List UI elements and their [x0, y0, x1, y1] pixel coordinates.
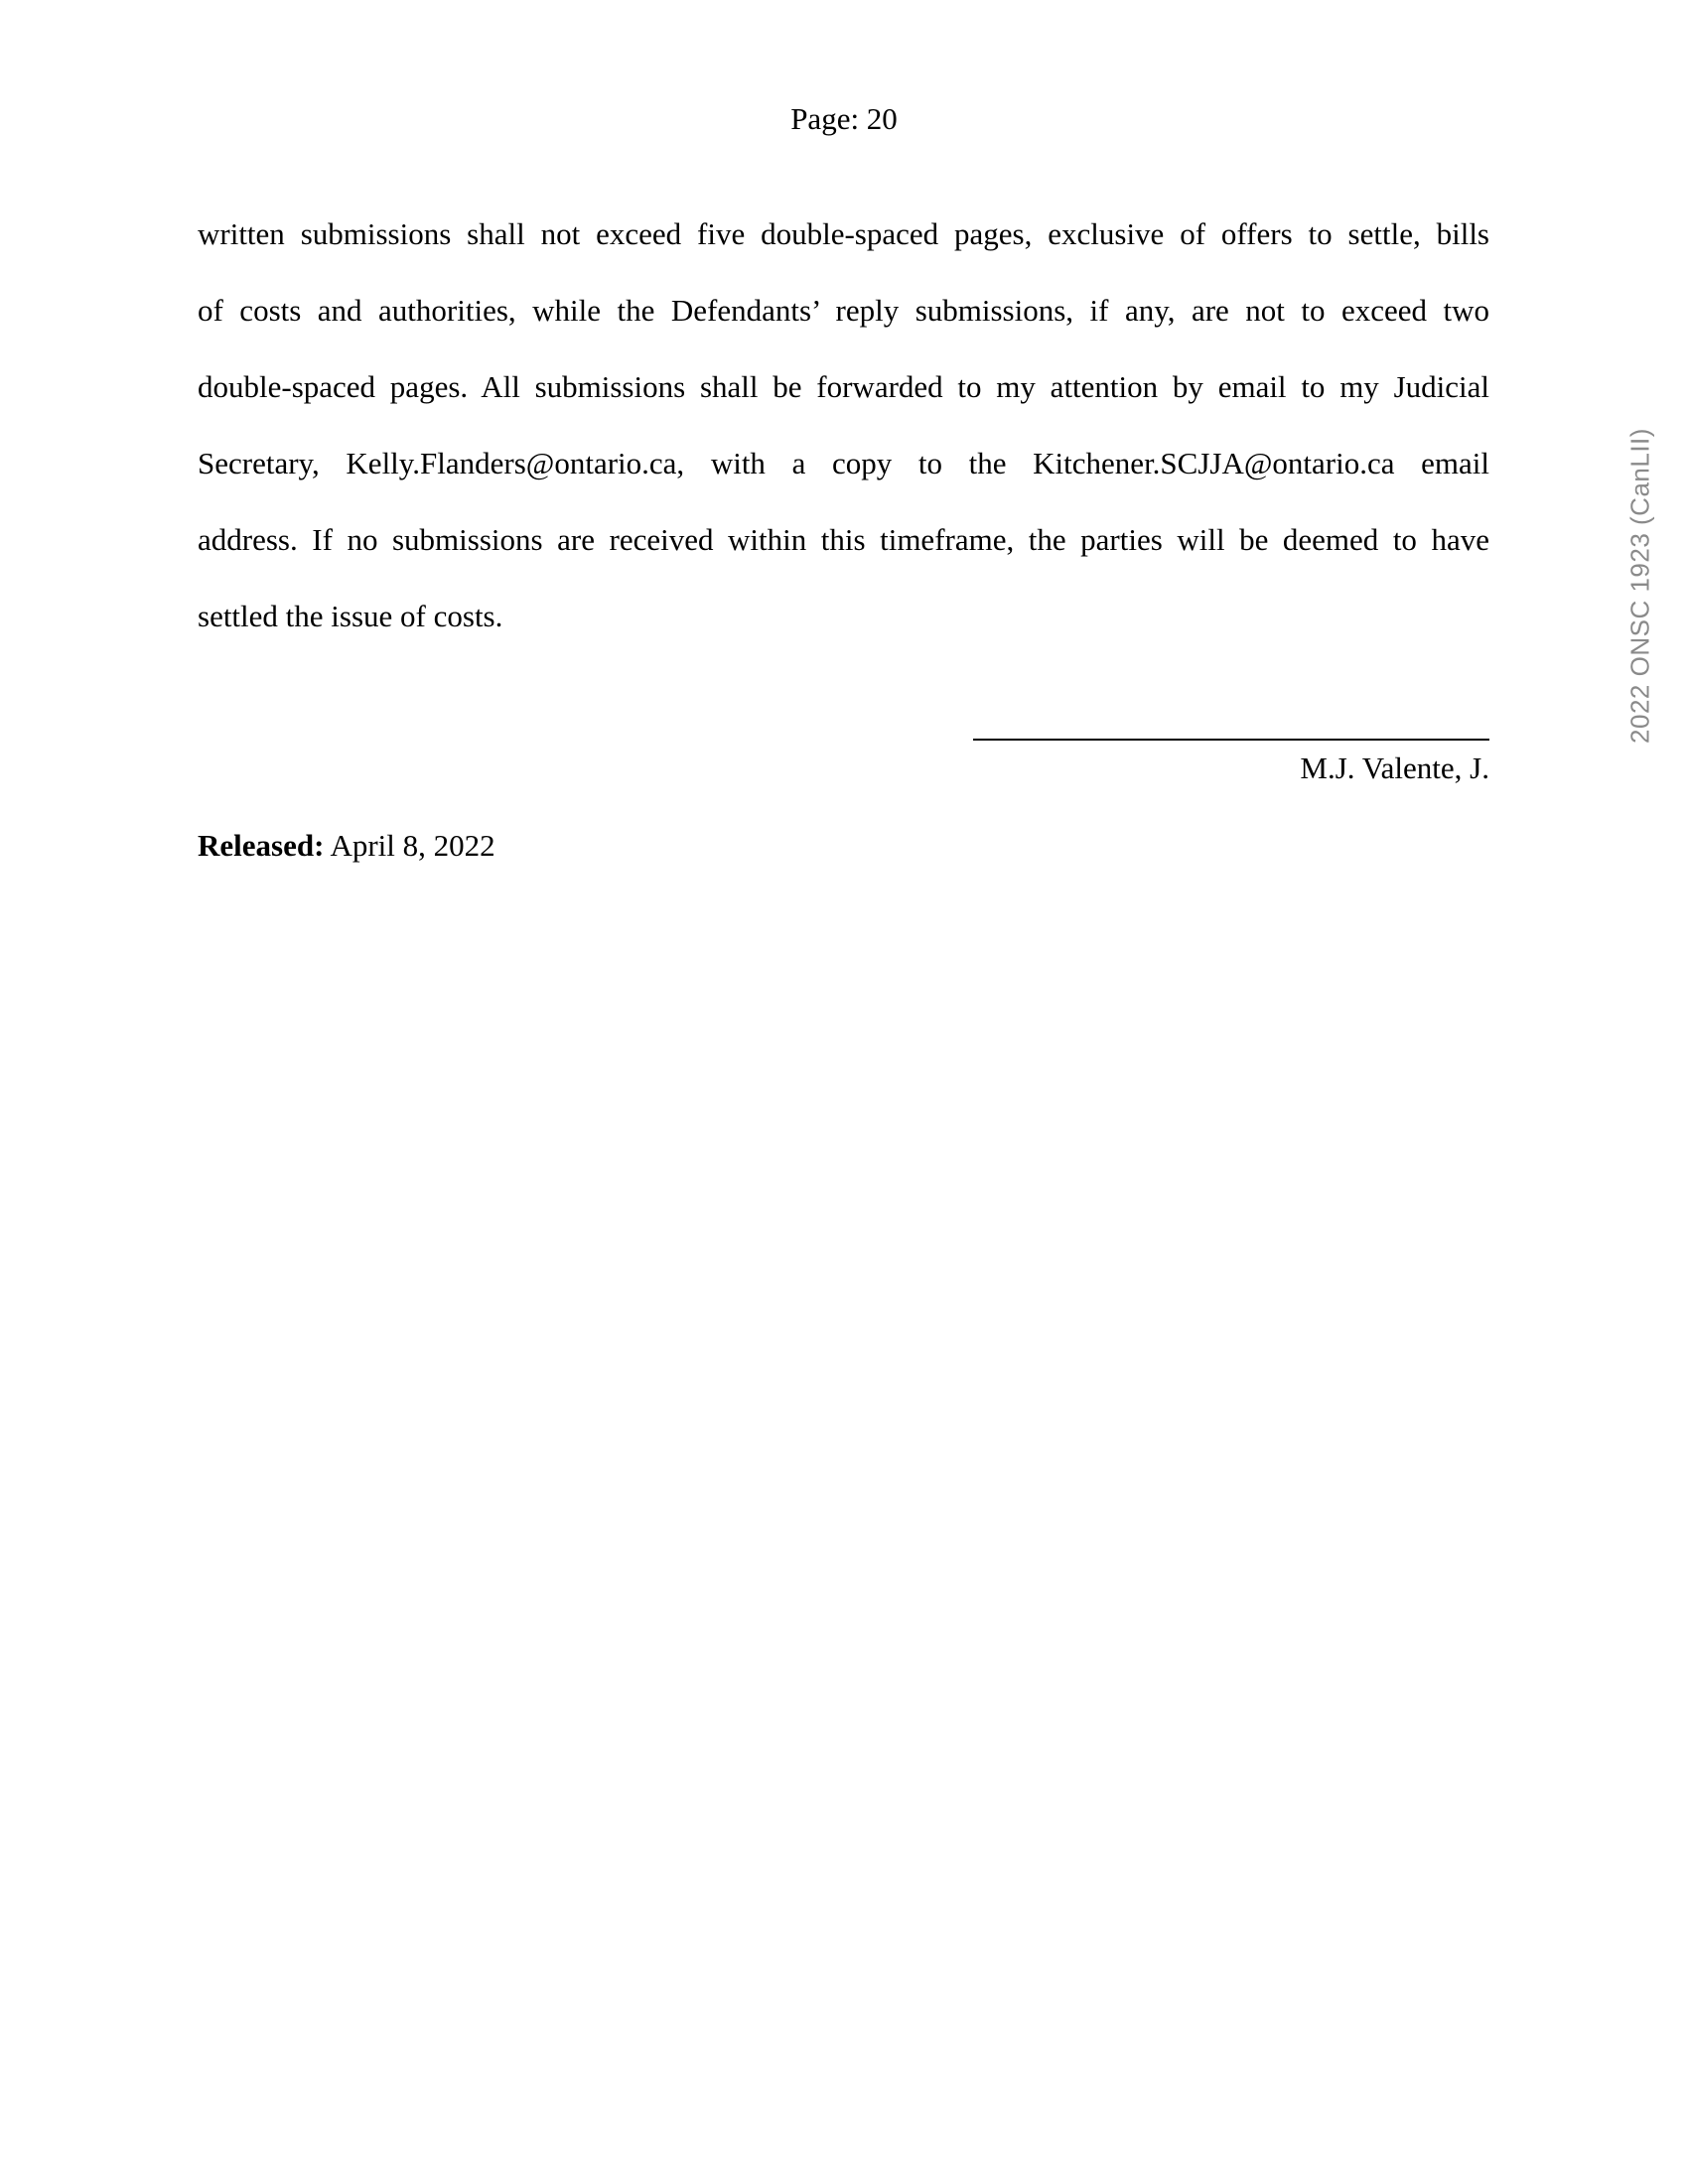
body-line: written submissions shall not exceed five double-spaced pages, exclusive of offers to settle, bills [198, 216, 1489, 251]
watermark-text: 2022 ONSC 1923 (CanLII) [1624, 428, 1655, 744]
body-line: address. If no submissions are received within this timeframe, the parties will be deemed to have [198, 522, 1489, 557]
release-label: Released: [198, 828, 325, 863]
body-line: double-spaced pages. All submissions shall be forwarded to my attention by email to my Judicial [198, 369, 1489, 404]
release-info [198, 824, 495, 868]
page-number: Page: 20 [790, 101, 898, 136]
body-line: settled the issue of costs. [198, 599, 503, 633]
body-line: Secretary, Kelly.Flanders@ontario.ca, with a copy to the Kitchener.SCJJA@ontario.ca email [198, 446, 1489, 480]
release-date: April 8, 2022 [330, 828, 495, 863]
body-line: of costs and authorities, while the Defendants’ reply submissions, if any, are not to exceed two [198, 293, 1489, 328]
signature-line [973, 739, 1489, 741]
body-paragraph [198, 196, 1489, 654]
judge-signature-name: M.J. Valente, J. [1300, 751, 1489, 785]
